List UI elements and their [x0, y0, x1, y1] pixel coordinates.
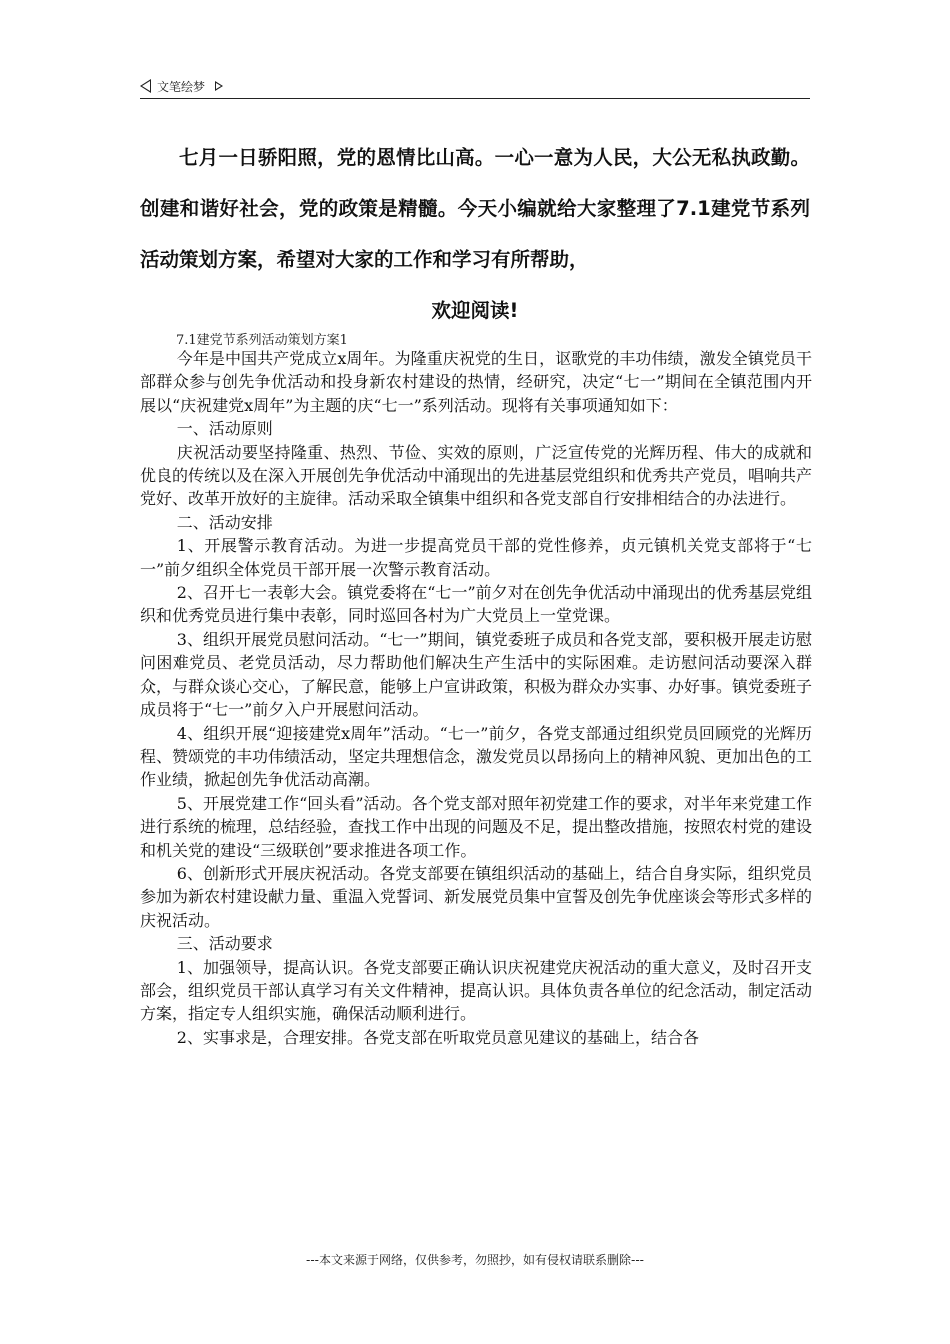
- body-paragraph: 2、实事求是，合理安排。各党支部在听取党员意见建议的基础上，结合各: [176, 1027, 699, 1047]
- header-brand: [140, 76, 223, 96]
- intro-paragraph: 七月一日骄阳照，党的恩情比山高。一心一意为人民，大公无私执政勤。创建和谐好社会，党的政策是精髓。今天小编就给大家整理了7.1建党节系列活动策划方案，希望对大家的工作和学习有所帮助，: [140, 146, 810, 271]
- body-paragraph: 庆祝活动要坚持隆重、热烈、节俭、实效的原则，广泛宣传党的光辉历程、伟大的成就和优良的传统以及在深入开展创先争优活动中涌现出的先进基层党组织和优秀共产党员，唱响共产党好、改革开放好的主旋律。活动采取全镇集中组织和各党支部自行安排相结合的办法进行。: [140, 442, 813, 509]
- body-paragraph: 4、组织开展“迎接建党x周年”活动。“七一”前夕，各党支部通过组织党员回顾党的光辉历程、赞颂党的丰功伟绩活动，坚定共理想信念，激发党员以昂扬向上的精神风貌、更加出色的工作业绩，掀起创先争优活动高潮。: [140, 723, 813, 790]
- body-paragraph: 今年是中国共产党成立x周年。为隆重庆祝党的生日，讴歌党的丰功伟绩，激发全镇党员干部群众参与创先争优活动和投身新农村建设的热情，经研究，决定“七一”期间在全镇范围内开展以“庆祝建党x周年”为主题的庆“七一”系列活动。现将有关事项通知如下：: [140, 349, 812, 415]
- body-paragraph: 5、开展党建工作“回头看”活动。各个党支部对照年初党建工作的要求，对半年来党建工作进行系统的梳理，总结经验，查找工作中出现的问题及不足，提出整改措施，按照农村党的建设和机关党的建设“三级联创”要求推进各项工作。: [140, 793, 813, 860]
- intro-closing: 欢迎阅读!: [431, 299, 519, 322]
- body-paragraph: 2、召开七一表彰大会。镇党委将在“七一”前夕对在创先争优活动中涌现出的优秀基层党组织和优秀党员进行集中表彰，同时巡回各村为广大党员上一堂党课。: [140, 583, 812, 626]
- section-heading: 二、活动安排: [176, 512, 273, 532]
- document-body: [140, 347, 812, 1049]
- document-title: 7.1建党节系列活动策划方案1: [176, 333, 348, 348]
- body-paragraph: 1、加强领导，提高认识。各党支部要正确认识庆祝建党庆祝活动的重大意义，及时召开支部会，组织党员干部认真学习有关文件精神，提高认识。具体负责各单位的纪念活动，制定活动方案，指定专人组织实施，确保活动顺利进行。: [140, 957, 813, 1024]
- body-paragraph: 6、创新形式开展庆祝活动。各党支部要在镇组织活动的基础上，结合自身实际，组织党员参加为新农村建设献力量、重温入党誓词、新发展党员集中宣誓及创先争优座谈会等形式多样的庆祝活动。: [140, 863, 813, 930]
- section-heading: 三、活动要求: [176, 934, 273, 954]
- body-paragraph: 1、开展警示教育活动。为进一步提高党员干部的党性修养，贞元镇机关党支部将于“七一”前夕组织全体党员干部开展一次警示教育活动。: [140, 536, 812, 579]
- header-brand-text: 文笔绘梦: [157, 79, 206, 94]
- section-heading: 一、活动原则: [176, 419, 273, 439]
- footer-disclaimer: ---本文来源于网络，仅供参考，勿照抄，如有侵权请联系删除---: [306, 1253, 644, 1267]
- triangle-left-icon: [140, 79, 151, 93]
- intro-block: [140, 132, 810, 336]
- body-paragraph: 3、组织开展党员慰问活动。“七一”期间，镇党委班子成员和各党支部，要积极开展走访慰问困难党员、老党员活动，尽力帮助他们解决生产生活中的实际困难。走访慰问活动要深入群众，与群众谈心交心，了解民意，能够上户宣讲政策，积极为群众办实事、办好事。镇党委班子成员将于“七一”前夕入户开展慰问活动。: [140, 629, 813, 720]
- triangle-right-icon: [215, 81, 223, 91]
- page-header: [140, 76, 810, 99]
